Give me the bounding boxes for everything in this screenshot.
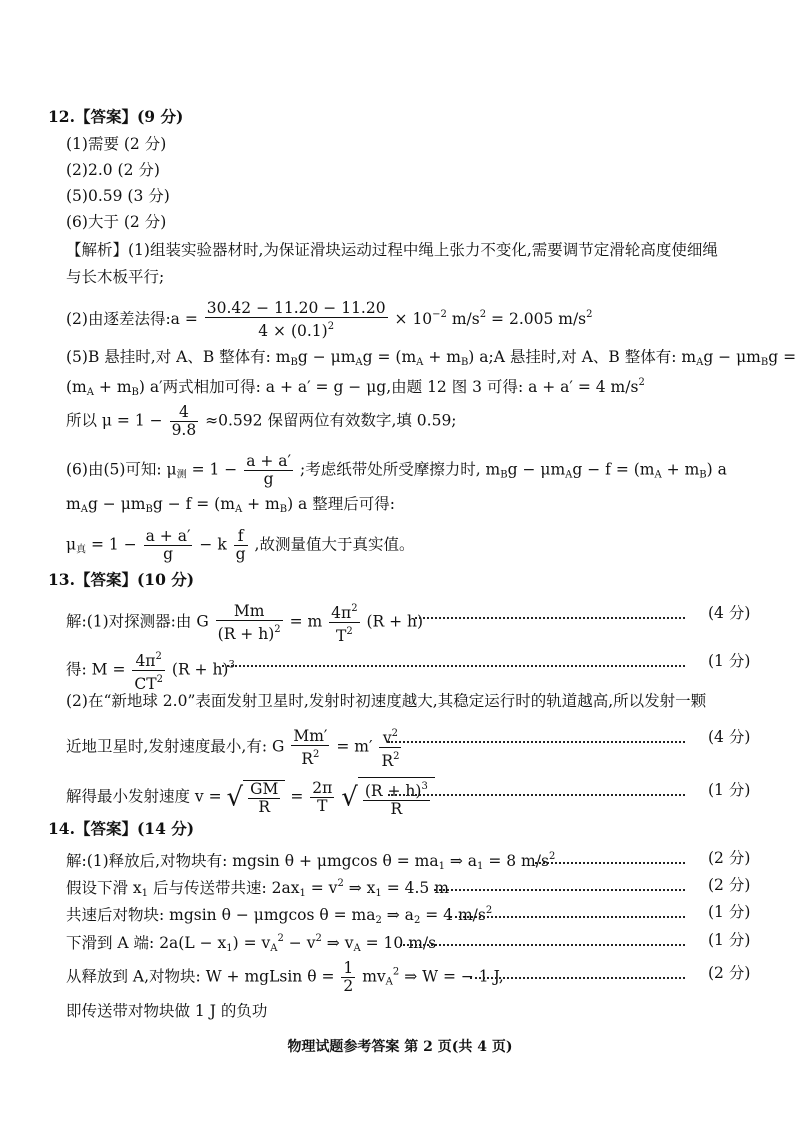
q14-line3-leader xyxy=(450,916,685,918)
q13-line1-leader xyxy=(415,617,685,619)
q12-answer-2: (2)2.0 (2 分) xyxy=(66,161,160,179)
q13-line5-score: (1 分) xyxy=(708,781,751,799)
q14-line2-leader xyxy=(434,889,685,891)
q13-line4-leader xyxy=(388,741,685,743)
q12-part6-line2: $m_Ag - \mu m_Bg - f = (m_A + m_B)$ a 整理后可得: xyxy=(66,495,395,515)
q13-line4-score: (4 分) xyxy=(708,728,751,746)
q14-line3-score: (1 分) xyxy=(708,903,751,921)
q13-line2: 得: M = $\frac{4\pi^2}{CT^2}$ $(R + h)^3$ xyxy=(66,648,235,693)
q14-header: 14.【答案】(14 分) xyxy=(48,819,195,838)
q14-line1: 解:(1)释放后,对物块有: mgsin θ + μmgcos $\theta = ma_1$ ⇒ $a_1 = 8$ $m/s^2$ xyxy=(66,851,556,872)
q13-line2-leader xyxy=(222,665,685,667)
q14-line2-score: (2 分) xyxy=(708,876,751,894)
q14-line3: 共速后对物块: mgsin θ − μmgcos $\theta = ma_2$ ⇒ $a_2 = 4$ $m/s^2$ xyxy=(66,905,493,926)
q13-line2-score: (1 分) xyxy=(708,652,751,670)
q12-part2: (2)由逐差法得:a = $\frac{30.42 - 11.20 - 11.20}{4 \times (0.1)^2}$ × $10^{-2}$ $m/s^2 = 2.005$ $m/s^2$ xyxy=(66,299,593,340)
q14-line4: 下滑到 A 端: $2a(L - x_1) = v_A^2 - v^2$ ⇒ $v_A = 10$ m/s xyxy=(66,933,437,954)
q13-line3: (2)在“新地球 2.0”表面发射卫星时,发射时初速度越大,其稳定运行时的轨道越高,所以发射一颗 xyxy=(66,692,707,710)
q13-line4: 近地卫星时,发射速度最小,有: G $\frac{Mm'}{R^2}$ = m′ $\frac{v^2}{R^2}$ xyxy=(66,726,400,770)
q13-line5-leader xyxy=(388,794,685,796)
q12-part5-line1: (5)B 悬挂时,对 A、B 整体有: $m_Bg - \mu m_Ag = (m_A + m_B)$ a;A 悬挂时,对 A、B 整体有: $m_Ag - \mu m_Bg$ = xyxy=(66,348,797,368)
q13-header: 13.【答案】(10 分) xyxy=(48,570,195,589)
q12-answer-3: (5)0.59 (3 分) xyxy=(66,187,170,205)
q14-line4-score: (1 分) xyxy=(708,931,751,949)
q13-line5: 解得最小发射速度 v = √ $\frac{GM}{R}$ = $\frac{2\pi}{T}$ √ $\frac{(R + h)^3}{R}$ xyxy=(66,777,435,818)
q12-part5-line3: 所以 μ = 1 − $\frac{4}{9.8}$ ≈0.592 保留两位有效数字,填 0.59; xyxy=(66,403,457,439)
q14-line5-score: (2 分) xyxy=(708,964,751,982)
q13-line1: 解:(1)对探测器:由 G $\frac{Mm}{(R + h)^2}$ = m $\frac{4\pi^2}{T^2}$ (R + h) xyxy=(66,601,424,645)
q14-line5: 从释放到 A,对物块: W + mgLsin θ = $\frac{1}{2}$ $mv_A^2$ ⇒ W = − 1 J, xyxy=(66,959,504,995)
q14-line5-leader xyxy=(470,977,685,979)
q14-line2: 假设下滑 $x_1$ 后与传送带共速: $2ax_1 = v^2$ ⇒ $x_1 = 4.5$ m xyxy=(66,878,449,899)
q12-part6-line3: $\mu_真 = 1$ − $\frac{a + a'}{g}$ − k $\frac{f}{g}$ ,故测量值大于真实值。 xyxy=(66,527,415,563)
q12-part6-line1: (6)由(5)可知: $\mu_测 = 1$ − $\frac{a + a'}{g}$ ;考虑纸带处所受摩擦力时, $m_Bg - \mu m_Ag - f = (m_A + m_B)$ a xyxy=(66,452,727,488)
q12-analysis-1: 【解析】(1)组装实验器材时,为保证滑块运动过程中绳上张力不变化,需要调节定滑轮高度使细绳 xyxy=(66,241,718,259)
q12-answer-4: (6)大于 (2 分) xyxy=(66,213,167,231)
q12-analysis-1b: 与长木板平行; xyxy=(66,268,165,286)
q14-line1-score: (2 分) xyxy=(708,849,751,867)
q12-part5-line2: $(m_A + m_B)$ a′两式相加可得: a + a′ = g − μg,由题 12 图 3 可得: a + a′ = 4 $m/s^2$ xyxy=(66,377,645,398)
q12-answer-1: (1)需要 (2 分) xyxy=(66,135,167,153)
q14-line4-leader xyxy=(400,944,685,946)
page-footer: 物理试题参考答案 第 2 页(共 4 页) xyxy=(287,1039,513,1055)
q14-line1-leader xyxy=(535,862,685,864)
q14-line6: 即传送带对物块做 1 J 的负功 xyxy=(66,1002,268,1020)
q13-line1-score: (4 分) xyxy=(708,604,751,622)
q12-header: 12.【答案】(9 分) xyxy=(48,107,184,126)
